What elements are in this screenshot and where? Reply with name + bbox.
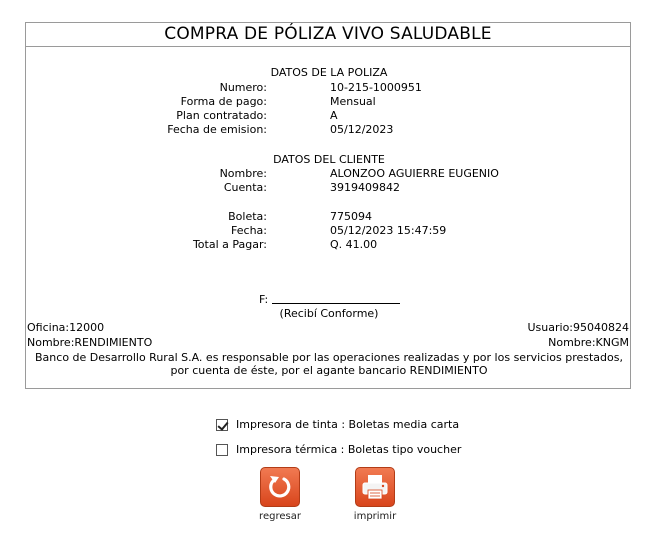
option-thermal-printer-label: Impresora térmica : Boletas tipo voucher bbox=[236, 443, 462, 456]
receipt-title: COMPRA DE PÓLIZA VIVO SALUDABLE bbox=[26, 23, 630, 47]
back-button-label: regresar bbox=[259, 511, 301, 522]
office-text: Oficina:12000 bbox=[27, 321, 105, 334]
policy-number-value: 10-215-1000951 bbox=[330, 81, 422, 94]
payment-method-value: Mensual bbox=[330, 95, 376, 108]
disclaimer-text: Banco de Desarrollo Rural S.A. es responsable por las operaciones realizadas y por los servicios prestados, por cuenta de éste, por el agante bancario RENDIMIENTO bbox=[35, 351, 623, 377]
issue-date-value: 05/12/2023 bbox=[330, 123, 394, 136]
print-button[interactable] bbox=[345, 467, 405, 523]
checkbox-thermal-printer[interactable] bbox=[216, 444, 228, 456]
client-section-heading: DATOS DEL CLIENTE bbox=[273, 153, 385, 166]
client-name-value: ALONZOO AGUIERRE EUGENIO bbox=[330, 167, 499, 180]
print-button-label: imprimir bbox=[353, 511, 397, 522]
total-label: Total a Pagar: bbox=[192, 238, 267, 251]
payment-method-label: Forma de pago: bbox=[180, 95, 267, 108]
printer-icon bbox=[355, 467, 395, 507]
payment-date-value: 05/12/2023 15:47:59 bbox=[330, 224, 447, 237]
plan-value: A bbox=[330, 109, 338, 122]
payment-date-label: Fecha: bbox=[231, 224, 267, 237]
user-text: Usuario:95040824 bbox=[527, 321, 629, 334]
back-button[interactable] bbox=[250, 467, 310, 523]
agent-name-text: Nombre:RENDIMIENTO bbox=[27, 336, 153, 349]
option-thermal-printer[interactable] bbox=[216, 443, 461, 457]
total-value: Q. 41.00 bbox=[330, 238, 378, 251]
account-value: 3919409842 bbox=[330, 181, 400, 194]
back-arrow-icon bbox=[260, 467, 300, 507]
issue-date-label: Fecha de emision: bbox=[167, 123, 267, 136]
client-name-label: Nombre: bbox=[219, 167, 267, 180]
option-ink-printer[interactable] bbox=[216, 418, 459, 432]
checkbox-ink-printer[interactable] bbox=[216, 419, 228, 431]
signature-prefix: F: bbox=[259, 293, 269, 306]
policy-number-label: Numero: bbox=[219, 81, 267, 94]
receipt-number-value: 775094 bbox=[330, 210, 372, 223]
signature-line bbox=[272, 303, 400, 304]
receipt-panel bbox=[25, 22, 631, 389]
receipt-number-label: Boleta: bbox=[228, 210, 267, 223]
plan-label: Plan contratado: bbox=[176, 109, 267, 122]
account-label: Cuenta: bbox=[223, 181, 267, 194]
signature-caption: (Recibí Conforme) bbox=[279, 307, 379, 320]
operator-name-text: Nombre:KNGM bbox=[548, 336, 629, 349]
policy-section-heading: DATOS DE LA POLIZA bbox=[270, 66, 388, 79]
option-ink-printer-label: Impresora de tinta : Boletas media carta bbox=[236, 418, 460, 431]
